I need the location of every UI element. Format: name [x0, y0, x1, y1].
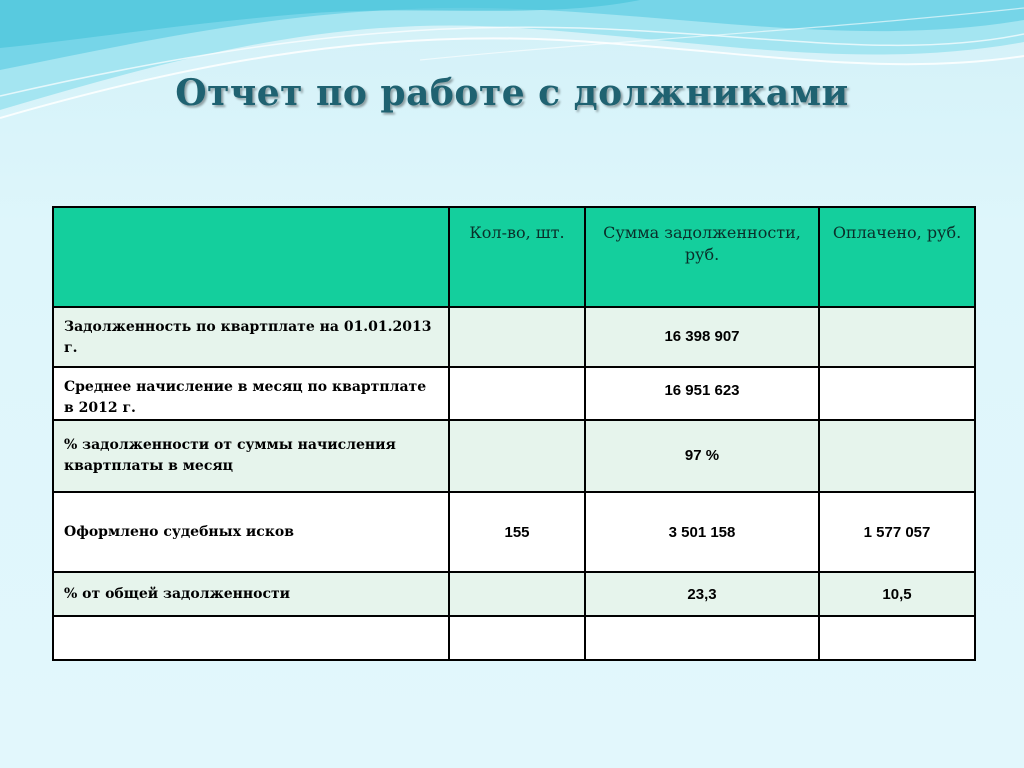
table-header-row: [53, 207, 975, 307]
table-row: [53, 616, 975, 660]
row-count: [449, 420, 585, 492]
row-paid: [819, 367, 975, 420]
row-sum: 3 501 158: [585, 492, 819, 572]
row-label: Оформлено судебных исков: [53, 492, 449, 572]
header-count: Кол-во, шт.: [449, 207, 585, 307]
debtors-report-table: [52, 206, 976, 661]
table-row: [53, 367, 975, 420]
row-sum: 16 951 623: [585, 367, 819, 420]
row-label: [53, 616, 449, 660]
row-paid: [819, 616, 975, 660]
row-sum: 97 %: [585, 420, 819, 492]
row-paid: [819, 420, 975, 492]
row-count: [449, 616, 585, 660]
table-row: [53, 572, 975, 616]
row-paid: 10,5: [819, 572, 975, 616]
header-paid: Оплачено, руб.: [819, 207, 975, 307]
row-count: [449, 307, 585, 367]
row-label: % задолженности от суммы начисления квартплаты в месяц: [53, 420, 449, 492]
row-count: [449, 367, 585, 420]
row-count: 155: [449, 492, 585, 572]
row-label: Среднее начисление в месяц по квартплате в 2012 г.: [53, 367, 449, 420]
table-row: [53, 492, 975, 572]
slide-title: Отчет по работе с должниками: [175, 72, 849, 114]
row-label: Задолженность по квартплате на 01.01.2013 г.: [53, 307, 449, 367]
row-paid: 1 577 057: [819, 492, 975, 572]
table-row: [53, 307, 975, 367]
table-row: [53, 420, 975, 492]
row-sum: [585, 616, 819, 660]
header-empty-cell: [53, 207, 449, 307]
row-count: [449, 572, 585, 616]
row-label: % от общей задолженности: [53, 572, 449, 616]
row-sum: 16 398 907: [585, 307, 819, 367]
row-sum: 23,3: [585, 572, 819, 616]
row-paid: [819, 307, 975, 367]
header-debt-sum: Сумма задолженности, руб.: [585, 207, 819, 307]
